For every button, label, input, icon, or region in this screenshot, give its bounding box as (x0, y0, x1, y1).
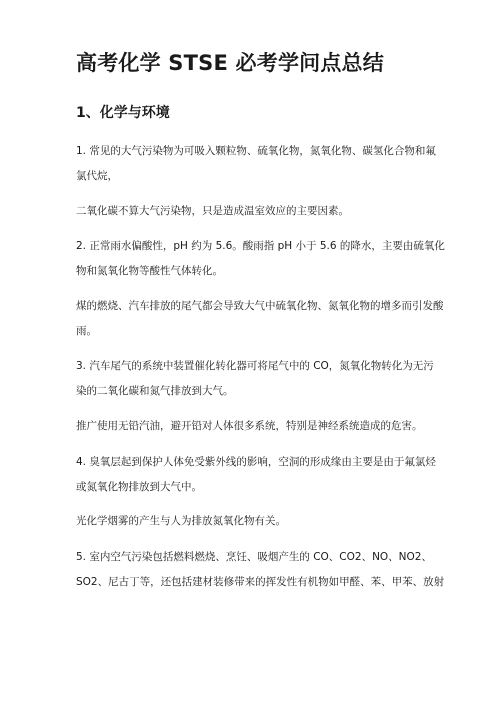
paragraph-line: 染的二氧化碳和氮气排放到大气。 (76, 385, 234, 397)
paragraph-line: 物和氮氧化物等酸性气体转化。 (76, 265, 223, 277)
paragraph-line: 或氮氧化物排放到大气中。 (76, 481, 202, 493)
paragraph-line: 氯代烷， (76, 170, 118, 182)
paragraph-2 (76, 199, 436, 224)
paragraph-6 (76, 414, 436, 439)
paragraph-9 (76, 545, 445, 595)
paragraph-4 (76, 294, 444, 344)
paragraph-line: 1. 常见的大气污染物为可吸入颗粒物、硫氧化物，氮氧化物、碳氢化合物和氟 (76, 145, 436, 157)
paragraph-1 (76, 139, 436, 189)
paragraph-line: 煤的燃烧、汽车排放的尾气都会导致大气中硫氧化物、氮氧化物的增多而引发酸 (76, 300, 444, 312)
paragraph-line: 4. 臭氧层起到保护人体免受紫外线的影响，空洞的形成缘由主要是由于氟氯烃 (76, 456, 436, 468)
paragraph-3 (76, 234, 445, 284)
paragraph-8 (76, 509, 436, 534)
paragraph-line: 雨。 (76, 325, 97, 337)
paragraph-7 (76, 450, 436, 500)
paragraph-line: SO2、尼古丁等，还包括建材装修带来的挥发性有机物如甲醛、苯、甲苯、放射 (76, 576, 445, 588)
paragraph-line: 二氧化碳不算大气污染物，只是造成温室效应的主要因素。 (76, 205, 349, 217)
paragraph-line: 推广使用无铅汽油，避开铅对人体很多系统，特别是神经系统造成的危害。 (76, 420, 423, 432)
paragraph-5 (76, 354, 436, 404)
section-heading: 1、化学与环境 (76, 105, 170, 121)
document-title: 高考化学 STSE 必考学问点总结 (76, 51, 384, 75)
paragraph-line: 3. 汽车尾气的系统中装置催化转化器可将尾气中的 CO，氮氧化物转化为无污 (76, 360, 434, 372)
paragraph-line: 2. 正常雨水偏酸性，pH 约为 5.6。酸雨指 pH 小于 5.6 的降水，主要由硫氧化 (76, 240, 445, 252)
paragraph-line: 光化学烟雾的产生与人为排放氮氧化物有关。 (76, 515, 286, 527)
paragraph-line: 5. 室内空气污染包括燃料燃烧、烹饪、吸烟产生的 CO、CO2、NO、NO2、 (76, 551, 432, 563)
